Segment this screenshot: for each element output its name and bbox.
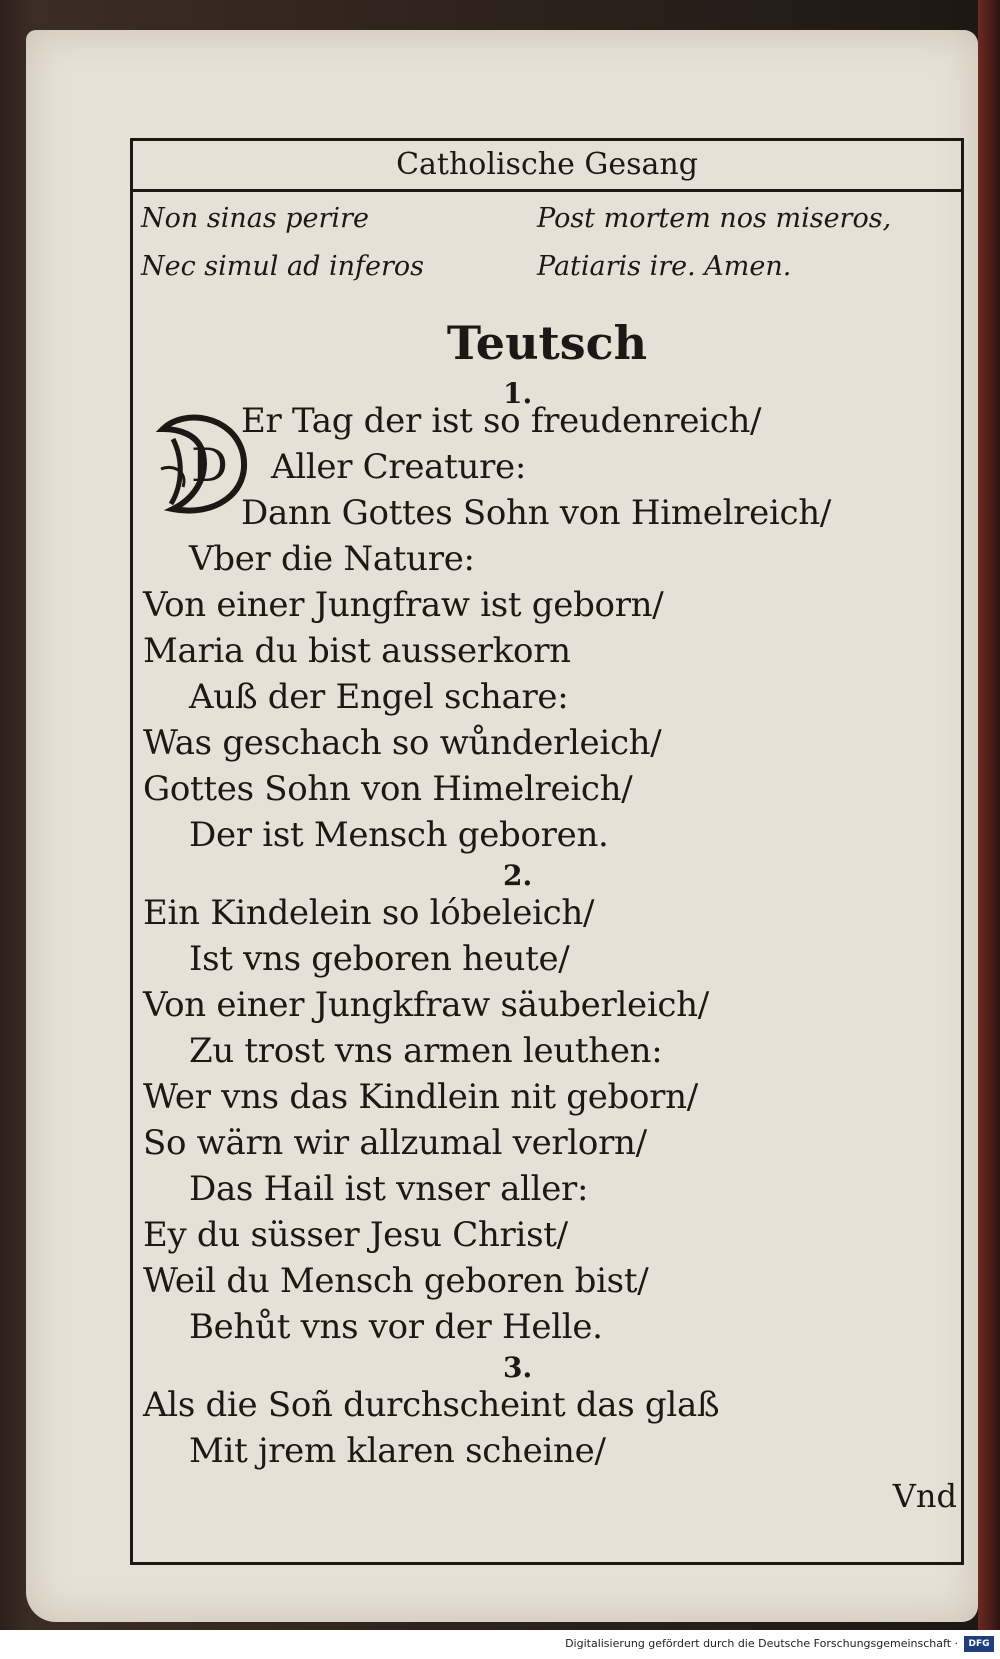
- verse-1-6: Maria du bist ausserkorn: [143, 631, 571, 671]
- verse-3-1: Als die Soñ durchscheint das glaß: [143, 1385, 720, 1425]
- verse-2-4: Zu trost vns armen leuthen:: [189, 1031, 663, 1071]
- verse-2-7: Das Hail ist vnser aller:: [189, 1169, 589, 1209]
- stanza-number-1: 1.: [503, 377, 533, 410]
- verse-1-3: Dann Gottes Sohn von Himelreich/: [241, 493, 832, 533]
- verse-2-3: Von einer Jungkfraw säuberleich/: [143, 985, 709, 1025]
- stanza-number-3: 3.: [503, 1351, 533, 1384]
- verse-1-4: Vber die Nature:: [189, 539, 475, 579]
- footer-bar: [0, 1630, 1000, 1659]
- verse-1-7: Auß der Engel schare:: [189, 677, 569, 717]
- verse-2-5: Wer vns das Kindlein nit geborn/: [143, 1077, 698, 1117]
- verse-1-2: Aller Creature:: [271, 447, 527, 487]
- latin-line-2: Post mortem nos miseros,: [537, 203, 892, 234]
- verse-2-1: Ein Kindelein so lóbeleich/: [143, 893, 595, 933]
- verse-1-5: Von einer Jungfraw ist geborn/: [143, 585, 664, 625]
- verse-1-8: Was geschach so wůnderleich/: [143, 723, 662, 763]
- stanza-number-2: 2.: [503, 859, 533, 892]
- latin-line-4: Patiaris ire. Amen.: [537, 251, 792, 282]
- verse-1-1: Er Tag der ist so freudenreich/: [241, 401, 762, 441]
- page-frame: [130, 138, 964, 1565]
- verse-1-10: Der ist Mensch geboren.: [189, 815, 609, 855]
- dfg-logo: DFG: [964, 1636, 994, 1652]
- verse-1-9: Gottes Sohn von Himelreich/: [143, 769, 633, 809]
- drop-cap-ornament: [153, 409, 251, 519]
- verse-2-6: So wärn wir allzumal verlorn/: [143, 1123, 647, 1163]
- verse-3-2: Mit jrem klaren scheine/: [189, 1431, 606, 1471]
- book-page: [26, 30, 978, 1622]
- catchword: Vnd: [892, 1477, 957, 1515]
- verse-2-9: Weil du Mensch geboren bist/: [143, 1261, 649, 1301]
- funding-notice: Digitalisierung gefördert durch die Deutsche Forschungsgemeinschaft ·: [565, 1637, 958, 1650]
- verse-2-2: Ist vns geboren heute/: [189, 939, 570, 979]
- section-heading: Teutsch: [446, 316, 648, 370]
- latin-line-3: Nec simul ad inferos: [141, 251, 424, 282]
- header-rule: [133, 189, 961, 192]
- book-edge: [978, 0, 1000, 1630]
- verse-2-8: Ey du süsser Jesu Christ/: [143, 1215, 568, 1255]
- verse-2-10: Behůt vns vor der Helle.: [189, 1307, 603, 1347]
- latin-line-1: Non sinas perire: [141, 203, 369, 234]
- running-header: Catholische Gesang: [396, 147, 698, 182]
- svg-text:D: D: [191, 438, 228, 492]
